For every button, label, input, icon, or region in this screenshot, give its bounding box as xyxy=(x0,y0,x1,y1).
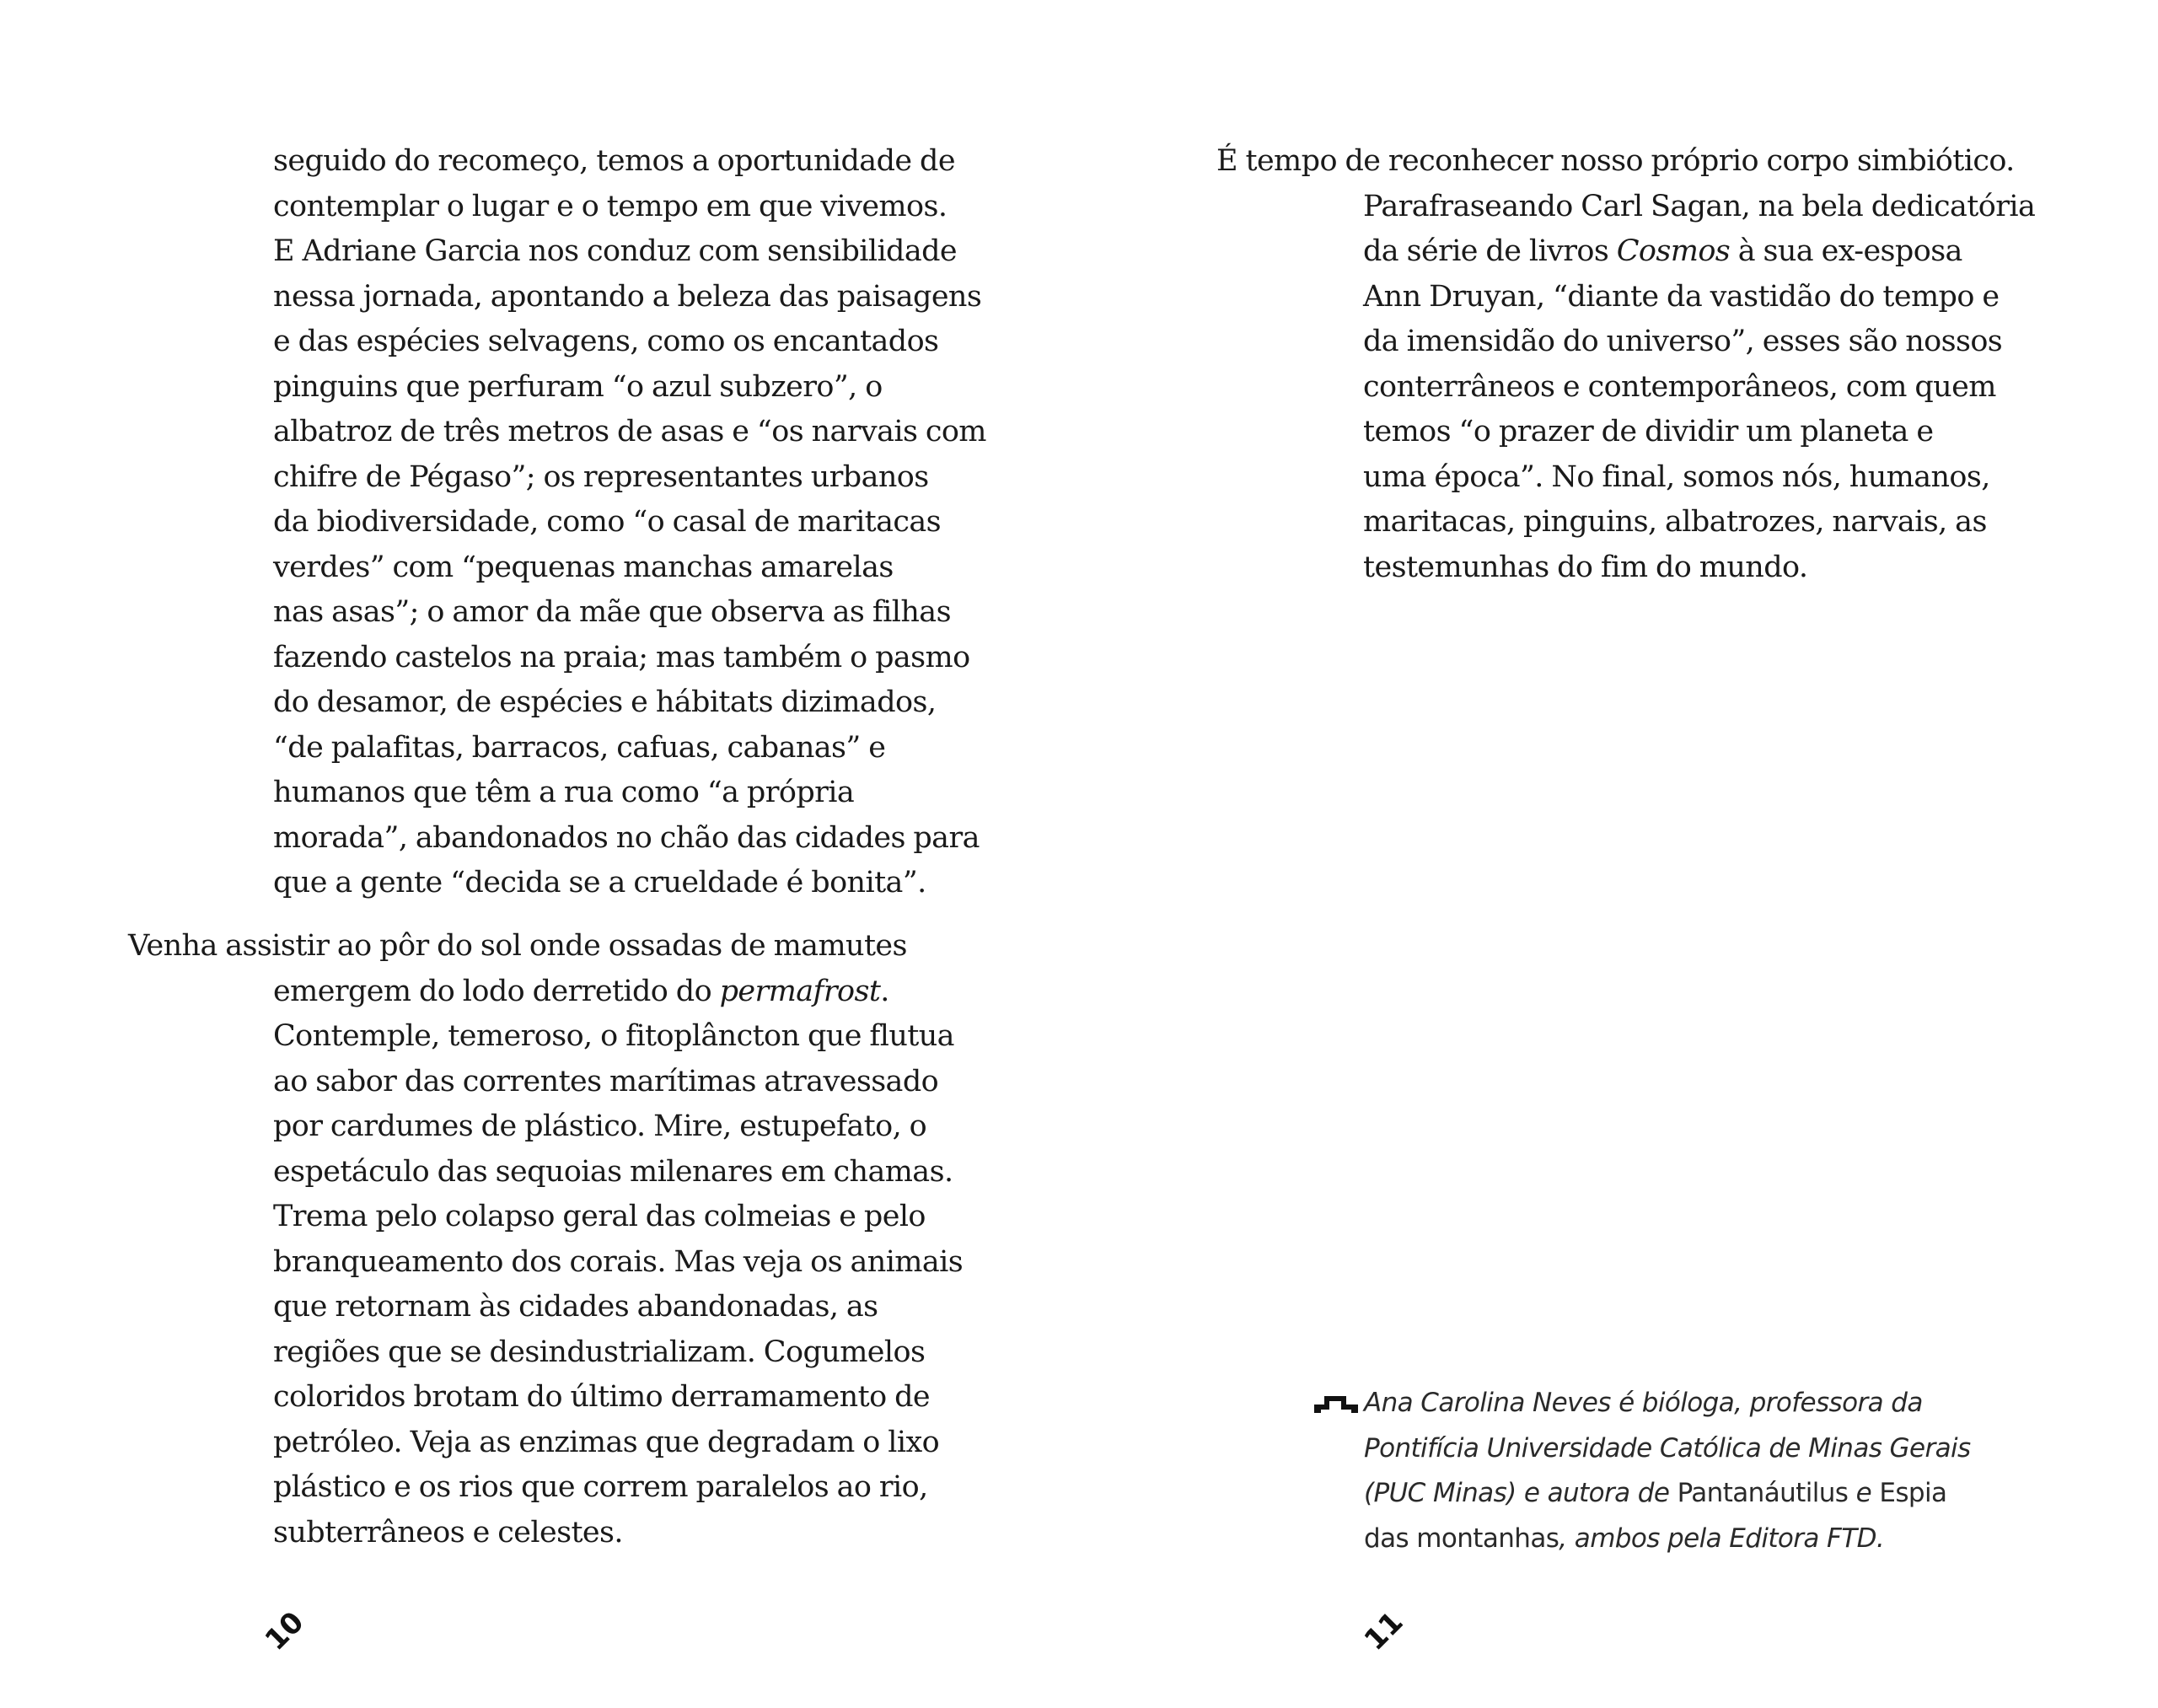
bio-line xyxy=(1364,1517,1971,1562)
text-line: contemplar o lugar e o tempo em que vivemos. xyxy=(273,189,947,223)
text-line: espetáculo das sequoias milenares em chamas. xyxy=(273,1154,953,1189)
text-line: ao sabor das correntes marítimas atravessado xyxy=(273,1064,939,1098)
paragraph-continuation xyxy=(273,139,986,906)
text-line: Ann Druyan, “diante da vastidão do tempo e xyxy=(1363,279,2000,314)
page-number: 11 xyxy=(1357,1605,1410,1657)
text-line: e das espécies selvagens, como os encantados xyxy=(273,325,939,358)
right-page xyxy=(1079,0,2158,1708)
text-line: humanos que têm a rua como “a própria xyxy=(273,776,855,809)
text-line: seguido do recomeço, temos a oportunidade de xyxy=(273,144,955,178)
text-line xyxy=(1216,229,2035,275)
italic-title: Cosmos xyxy=(1616,234,1731,268)
text-line: É tempo de reconhecer nosso próprio corpo simbiótico. xyxy=(1216,144,2015,178)
bio-line xyxy=(1364,1471,1971,1517)
italic-term: permafrost xyxy=(719,974,881,1008)
text-line: temos “o prazer de dividir um planeta e xyxy=(1363,415,1934,448)
text-line: regiões que se desindustrializam. Cogumelos xyxy=(273,1335,926,1369)
text-line: testemunhas do fim do mundo. xyxy=(1363,550,1808,584)
author-bio xyxy=(1364,1381,1971,1561)
text-line: coloridos brotam do último derramamento de xyxy=(273,1380,930,1414)
text-line: do desamor, de espécies e hábitats dizimados, xyxy=(273,685,937,719)
text-line: que a gente “decida se a crueldade é bonita”. xyxy=(273,866,926,900)
text-segment: da série de livros xyxy=(1363,234,1617,268)
text-line: E Adriane Garcia nos conduz com sensibilidade xyxy=(273,234,958,268)
text-line: nas asas”; o amor da mãe que observa as filhas xyxy=(273,595,951,629)
text-line: chifre de Pégaso”; os representantes urbanos xyxy=(273,459,929,494)
book-title: das montanhas xyxy=(1364,1523,1559,1554)
text-line: verdes” com “pequenas manchas amarelas xyxy=(273,550,894,584)
text-line: albatroz de três metros de asas e “os narvais com xyxy=(273,415,986,448)
book-title: Espia xyxy=(1879,1478,1947,1508)
text-segment: . xyxy=(880,974,889,1008)
text-line: uma época”. No final, somos nós, humanos, xyxy=(1363,459,1990,494)
text-line: Venha assistir ao pôr do sol onde ossadas de mamutes xyxy=(128,929,907,963)
text-line: maritacas, pinguins, albatrozes, narvais, as xyxy=(1363,505,1987,539)
paragraph-closing xyxy=(1216,139,2035,590)
text-line: subterrâneos e celestes. xyxy=(273,1515,623,1550)
text-line: da biodiversidade, como “o casal de maritacas xyxy=(273,505,942,539)
paragraph-venha xyxy=(128,924,963,1555)
text-line: fazendo castelos na praia; mas também o pasmo xyxy=(273,640,970,674)
text-segment: emergem do lodo derretido do xyxy=(273,974,720,1008)
text-line: conterrâneos e contemporâneos, com quem xyxy=(1363,369,1996,404)
bio-segment: (PUC Minas) e autora de xyxy=(1364,1478,1678,1508)
bracket-marker-icon xyxy=(1313,1393,1360,1415)
page-number: 10 xyxy=(258,1605,311,1657)
text-segment: à sua ex-esposa xyxy=(1730,234,1962,268)
text-line: petróleo. Veja as enzimas que degradam o lixo xyxy=(273,1425,940,1459)
text-line: por cardumes de plástico. Mire, estupefato, o xyxy=(273,1109,927,1143)
text-line: morada”, abandonados no chão das cidades para xyxy=(273,820,980,855)
text-line: que retornam às cidades abandonadas, as xyxy=(273,1290,878,1324)
bio-segment: e xyxy=(1848,1478,1880,1508)
bio-segment: , ambos pela Editora FTD. xyxy=(1559,1523,1885,1554)
bio-line: Ana Carolina Neves é bióloga, professora da xyxy=(1364,1388,1923,1418)
text-line: da imensidão do universo”, esses são nossos xyxy=(1363,325,2003,358)
bio-line: Pontifícia Universidade Católica de Minas Gerais xyxy=(1364,1432,1971,1464)
text-line: Contemple, temeroso, o fitoplâncton que flutua xyxy=(273,1019,954,1053)
text-line: plástico e os rios que correm paralelos ao rio, xyxy=(273,1470,928,1504)
text-line: Parafraseando Carl Sagan, na bela dedicatória xyxy=(1363,189,2036,223)
book-title: Pantanáutilus xyxy=(1677,1478,1849,1508)
text-line: branqueamento dos corais. Mas veja os animais xyxy=(273,1244,964,1279)
text-line xyxy=(128,969,963,1015)
text-line: pinguins que perfuram “o azul subzero”, o xyxy=(273,369,883,404)
text-line: “de palafitas, barracos, cafuas, cabanas” e xyxy=(273,730,886,765)
text-line: nessa jornada, apontando a beleza das paisagens xyxy=(273,279,982,314)
text-line: Trema pelo colapso geral das colmeias e pelo xyxy=(273,1200,926,1233)
